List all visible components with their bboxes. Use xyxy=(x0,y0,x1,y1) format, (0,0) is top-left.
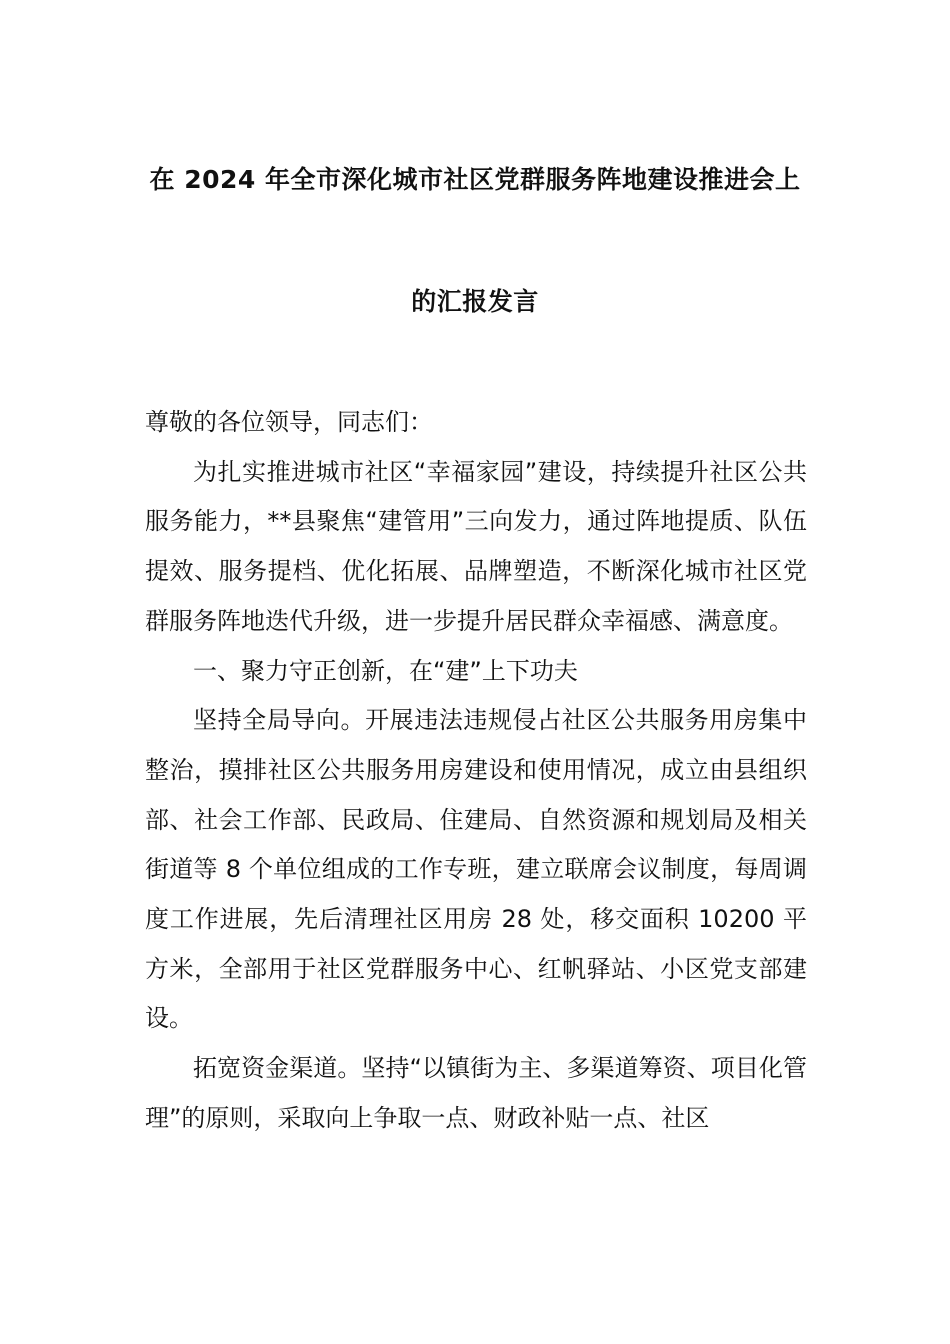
document-body xyxy=(145,398,807,1144)
document-title-line-1: 在 2024 年全市深化城市社区党群服务阵地建设推进会上 xyxy=(149,165,801,194)
salutation: 尊敬的各位领导，同志们： xyxy=(145,408,433,436)
body-paragraph: 拓宽资金渠道。坚持“以镇街为主、多渠道筹资、项目化管理”的原则，采取向上争取一点、财政补贴一点、社区 xyxy=(145,1054,807,1132)
body-paragraph: 坚持全局导向。开展违法违规侵占社区公共服务用房集中整治，摸排社区公共服务用房建设和使用情况，成立由县组织部、社会工作部、民政局、住建局、自然资源和规划局及相关街道等 8 个单位组成的工作专班，建立联席会议制度，每周调度工作进展，先后清理社区用房 28 处，移交面积 10200 平方米，全部用于社区党群服务中心、红帆驿站、小区党支部建设。 xyxy=(145,706,807,1033)
document-title-line-2: 的汇报发言 xyxy=(411,287,539,316)
section-heading: 一、聚力守正创新，在“建”上下功夫 xyxy=(193,656,578,685)
intro-paragraph: 为扎实推进城市社区“幸福家园”建设，持续提升社区公共服务能力，**县聚焦“建管用”三向发力，通过阵地提质、队伍提效、服务提档、优化拓展、品牌塑造，不断深化城市社区党群服务阵地迭代升级，进一步提升居民群众幸福感、满意度。 xyxy=(145,457,807,635)
